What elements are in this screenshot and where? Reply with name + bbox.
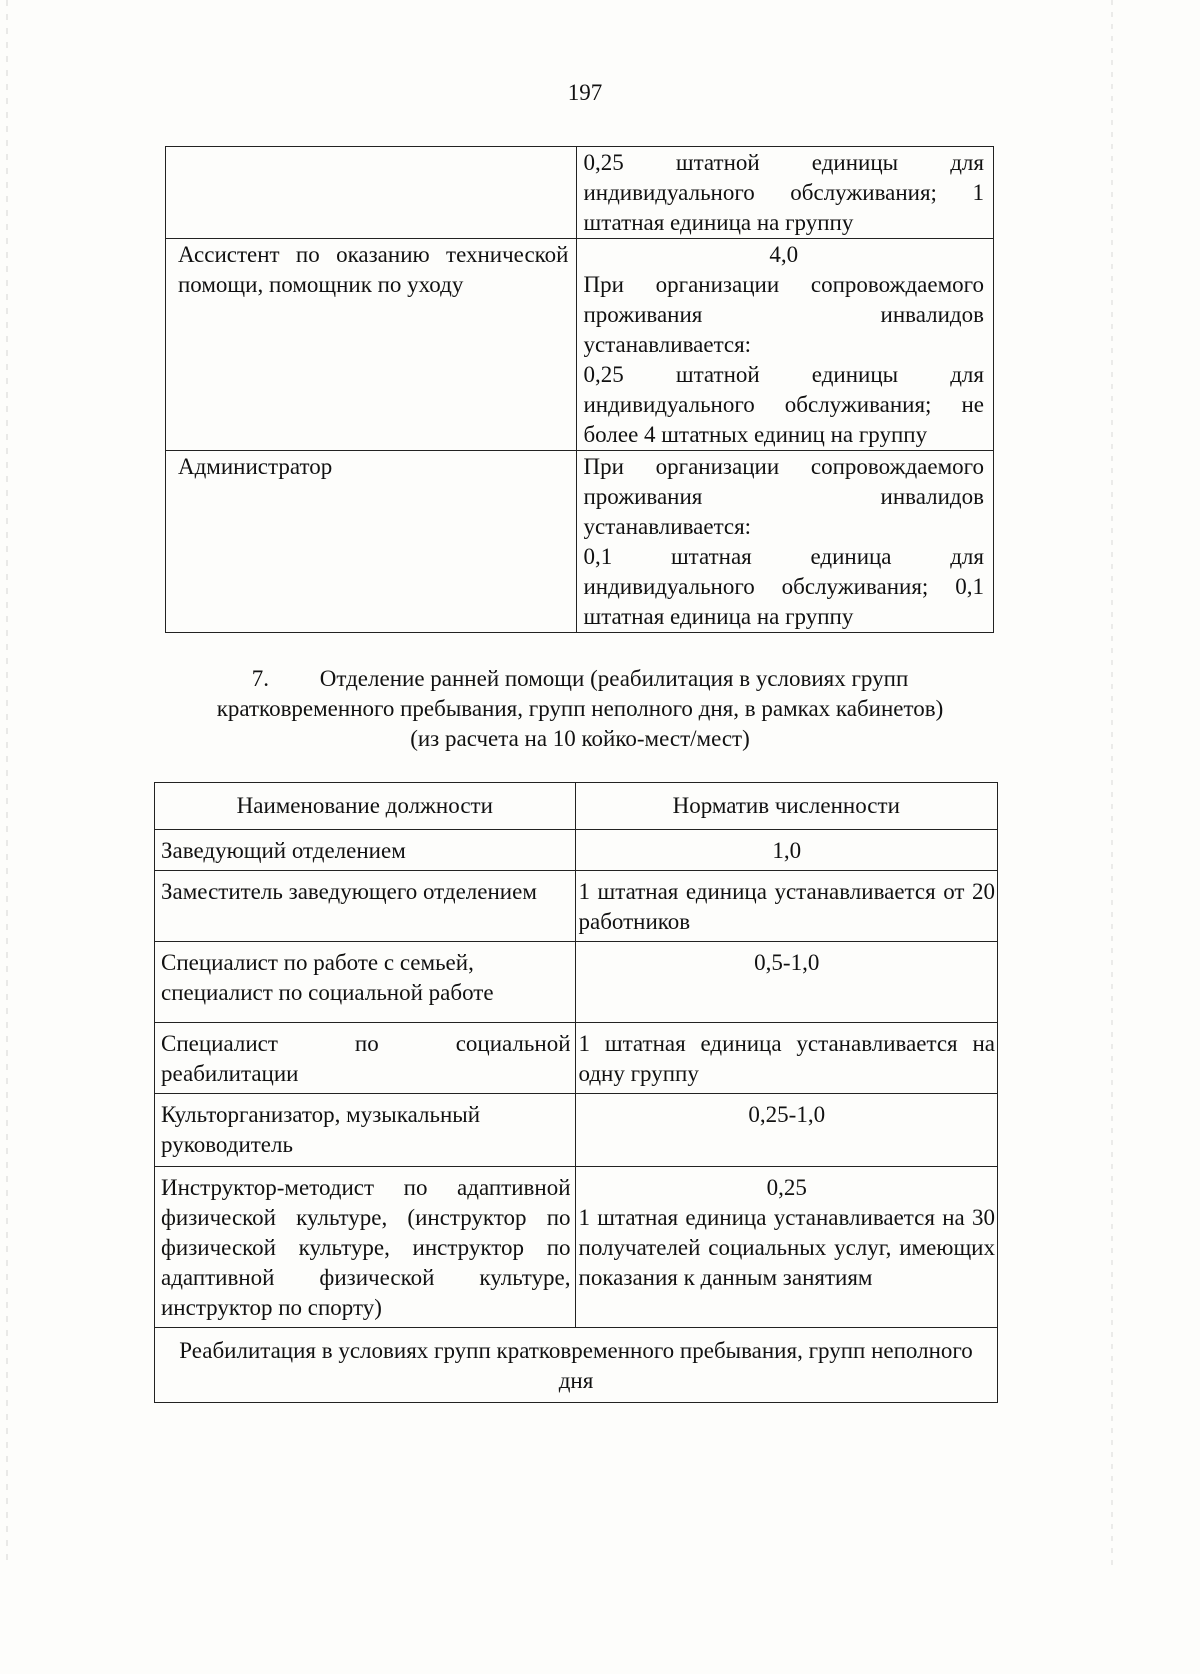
position-cell: Заведующий отделением [155, 830, 576, 871]
norm-value: 0,25 [766, 1175, 807, 1200]
norm-cell [575, 1167, 997, 1328]
position-cell: Администратор [166, 451, 577, 633]
norm-text: 0,25 штатной единицы для индивидуального обслуживания; 1 штатная единица на группу [583, 150, 984, 235]
section-title-line: кратковременного пребывания, групп неполного дня, в рамках кабинетов) [216, 696, 944, 721]
staffing-table-continued [165, 146, 994, 633]
position-cell: Специалист по социальной реабилитации [155, 1023, 576, 1094]
table-footer-row [155, 1328, 998, 1403]
table-row [155, 942, 998, 1023]
subsection-title: Реабилитация в условиях групп кратковременного пребывания, групп неполного дня [155, 1328, 998, 1403]
column-header-position: Наименование должности [155, 783, 576, 830]
norm-value: 4,0 [769, 242, 799, 267]
table-row [166, 147, 994, 239]
section-subtitle: (из расчета на 10 койко-мест/мест) [410, 726, 750, 751]
page-number: 197 [567, 80, 603, 105]
position-cell: Культорганизатор, музыкальный руководитель [155, 1094, 576, 1167]
table-row [155, 830, 998, 871]
section-title-part: Отделение ранней помощи (реабилитация в условиях групп [319, 666, 909, 691]
norm-text: 0,25 штатной единицы для индивидуального обслуживания; не более 4 штатных единиц на группу [583, 362, 984, 447]
position-cell: Заместитель заведующего отделением [155, 871, 576, 942]
table-row [155, 1023, 998, 1094]
position-cell: Инструктор-методист по адаптивной физической культуре, (инструктор по физической культуре, инструктор по адаптивной физической культуре, инструктор по спорту) [155, 1167, 576, 1328]
table-row [166, 451, 994, 633]
norm-text: 0,1 штатная единица для индивидуального обслуживания; 0,1 штатная единица на группу [583, 544, 984, 629]
table-header-row [155, 783, 998, 830]
norm-text: При организации сопровождаемого проживания инвалидов устанавливается: [583, 272, 984, 357]
norm-cell [577, 451, 994, 633]
table-row [155, 1167, 998, 1328]
norm-cell: 0,25-1,0 [575, 1094, 997, 1167]
norm-cell: 1 штатная единица устанавливается от 20 работников [575, 871, 997, 942]
table-row [166, 239, 994, 451]
section-title-line [160, 664, 1000, 694]
scan-edge-right [1111, 0, 1113, 1568]
table-row [155, 1094, 998, 1167]
norm-cell: 1,0 [575, 830, 997, 871]
norm-cell [577, 147, 994, 239]
norm-cell [577, 239, 994, 451]
staffing-table-early-help [154, 782, 998, 1403]
position-cell: Специалист по работе с семьей, специалист по социальной работе [155, 942, 576, 1023]
position-cell [166, 147, 577, 239]
position-cell: Ассистент по оказанию технической помощи, помощник по уходу [166, 239, 577, 451]
column-header-norm: Норматив численности [575, 783, 997, 830]
section-number: 7. [251, 666, 269, 691]
norm-cell: 1 штатная единица устанавливается на одну группу [575, 1023, 997, 1094]
norm-text: 1 штатная единица устанавливается на 30 получателей социальных услуг, имеющих показания к данным занятиям [578, 1205, 995, 1290]
norm-text: При организации сопровождаемого проживания инвалидов устанавливается: [583, 454, 984, 539]
section-heading [160, 664, 1000, 754]
scan-edge-left [6, 0, 8, 1568]
norm-cell: 0,5-1,0 [575, 942, 997, 1023]
table-row [155, 871, 998, 942]
